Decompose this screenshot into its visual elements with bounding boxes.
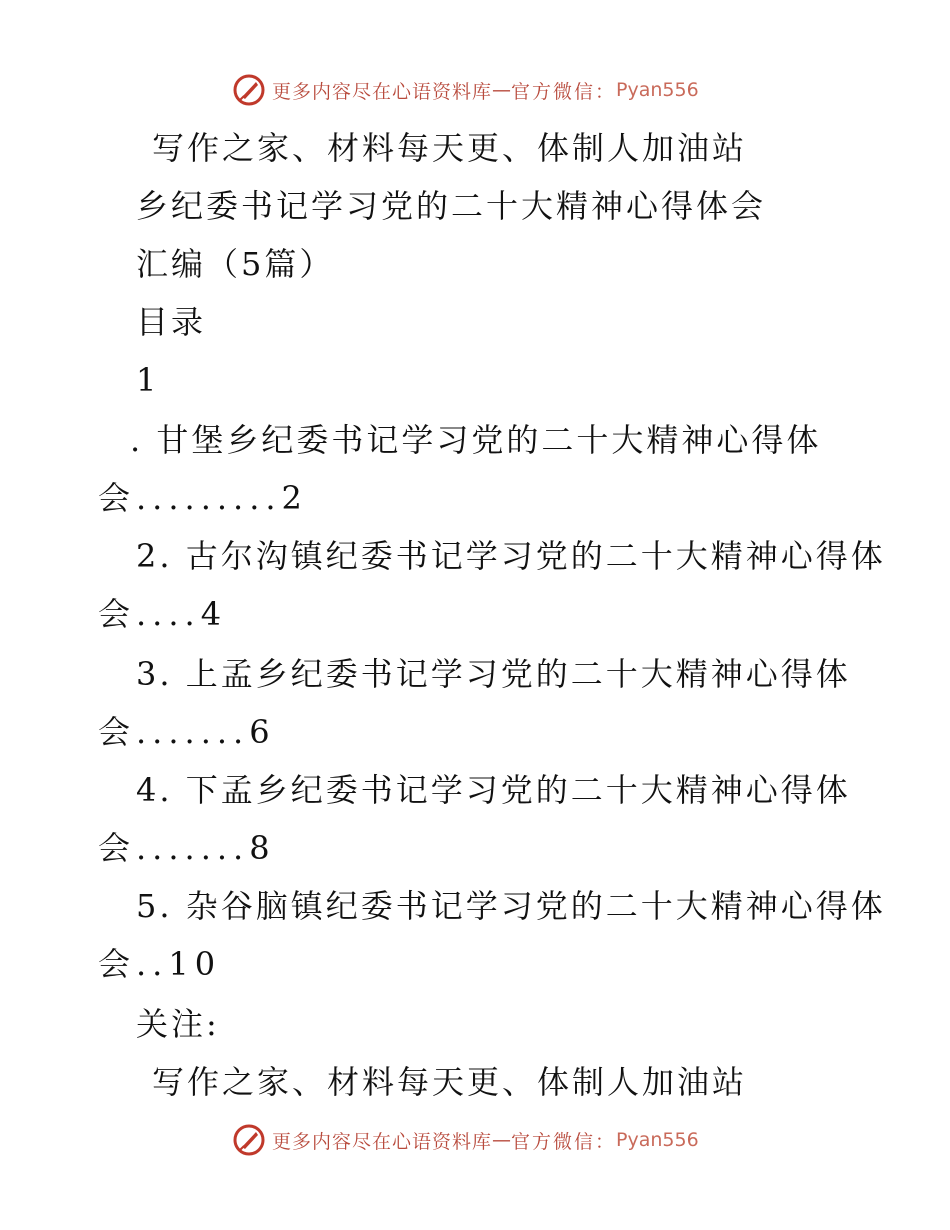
toc-heading: 目录 xyxy=(136,303,207,341)
toc-entry-2-page: 会....4 xyxy=(98,595,228,633)
watermark-dash: — xyxy=(492,1129,512,1151)
toc-entry-5-page: 会..10 xyxy=(98,945,222,983)
watermark-official-label: 官方微信： xyxy=(511,1130,617,1153)
quill-logo-icon xyxy=(232,1123,266,1157)
toc-entry-4-text: 4. 下孟乡纪委书记学习党的二十大精神心得体 xyxy=(136,771,851,809)
watermark-official-label: 官方微信： xyxy=(511,80,617,103)
toc-number-1: 1 xyxy=(136,361,160,399)
doc-title-line-1: 乡纪委书记学习党的二十大精神心得体会 xyxy=(136,187,767,225)
watermark-wechat-id: Pyan556 xyxy=(616,79,699,101)
toc-entry-5-text: 5. 杂谷脑镇纪委书记学习党的二十大精神心得体 xyxy=(136,887,886,925)
toc-entry-1-page: 会.........2 xyxy=(98,479,308,517)
watermark-dash: — xyxy=(492,79,512,101)
follow-label: 关注: xyxy=(136,1005,220,1043)
quill-logo-icon xyxy=(232,73,266,107)
watermark-site-text: 更多内容尽在心语资料库 xyxy=(272,1130,493,1153)
watermark-banner xyxy=(232,72,699,108)
doc-title-line-2: 汇编（5篇） xyxy=(136,245,335,283)
toc-entry-4-page: 会.......8 xyxy=(98,829,276,867)
toc-entry-1-text: . 甘堡乡纪委书记学习党的二十大精神心得体 xyxy=(130,421,822,459)
watermark-banner-bottom xyxy=(232,1122,699,1158)
toc-entry-3-text: 3. 上孟乡纪委书记学习党的二十大精神心得体 xyxy=(136,655,851,693)
watermark-wechat-id: Pyan556 xyxy=(616,1129,699,1151)
toc-entry-2-text: 2. 古尔沟镇纪委书记学习党的二十大精神心得体 xyxy=(136,537,886,575)
toc-entry-3-page: 会.......6 xyxy=(98,713,276,751)
doc-header-line: 写作之家、材料每天更、体制人加油站 xyxy=(152,129,748,167)
watermark-site-text: 更多内容尽在心语资料库 xyxy=(272,80,493,103)
doc-footer-line: 写作之家、材料每天更、体制人加油站 xyxy=(152,1063,748,1101)
